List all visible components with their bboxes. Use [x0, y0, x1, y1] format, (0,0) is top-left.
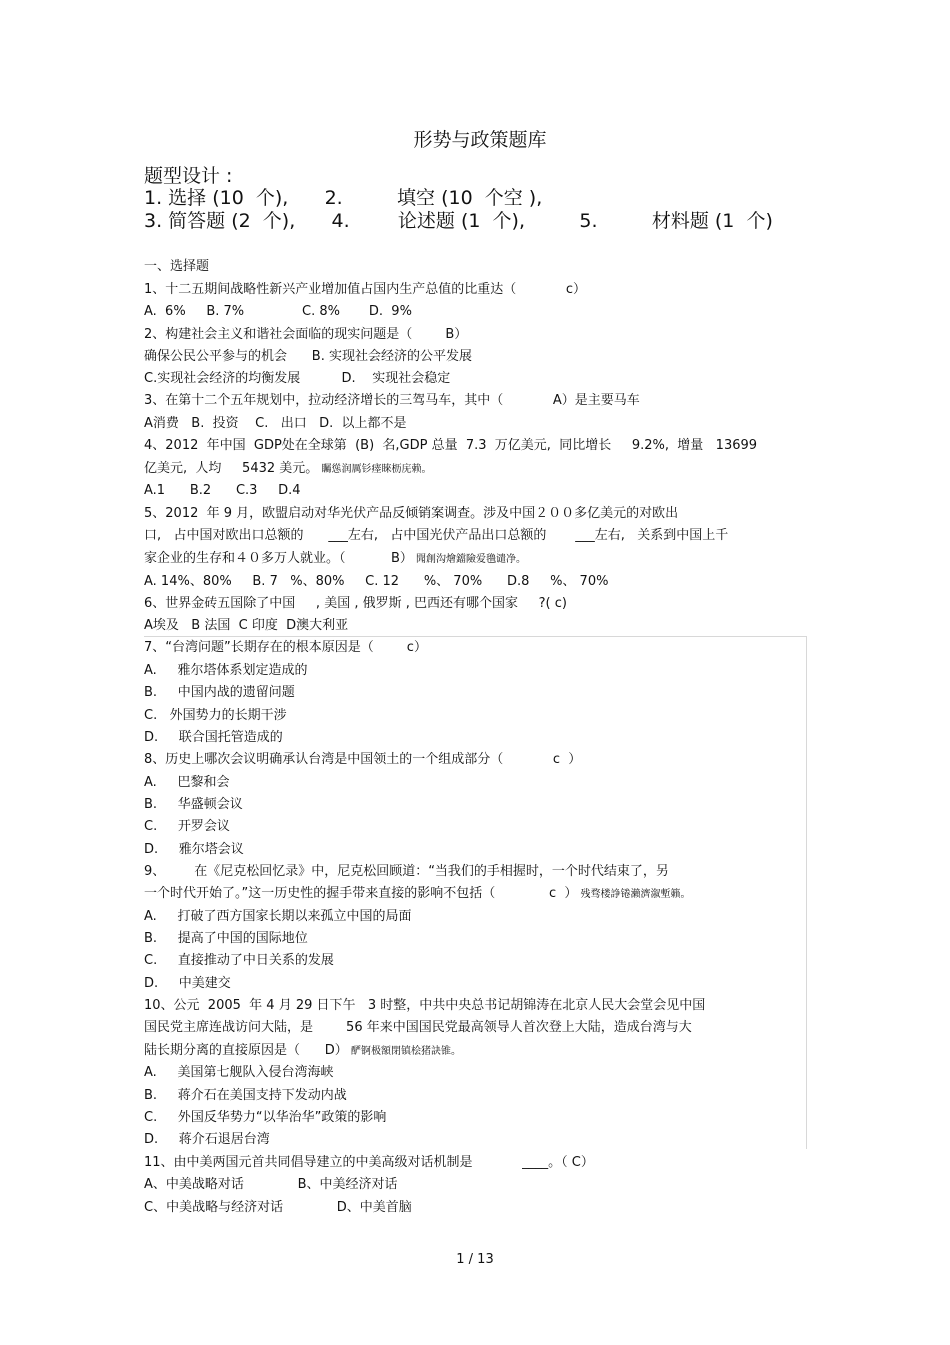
- text-line: [144, 640, 427, 656]
- line-text: A.1 B.2 C.3 D.4: [144, 483, 301, 498]
- text-line: [144, 438, 757, 454]
- line-text: C. 开罗会议: [144, 819, 230, 834]
- line-text: A. 雅尔塔体系划定造成的: [144, 663, 308, 678]
- line-text: C、中美战略与经济对话 D、中美首脑: [144, 1200, 412, 1215]
- text-line: [144, 461, 431, 478]
- line-text: C. 外国势力的长期干涉: [144, 708, 287, 723]
- line-text: C. 外国反华势力“以华治华”政策的影响: [144, 1110, 387, 1125]
- text-line: [144, 775, 229, 791]
- text-line: [144, 752, 581, 768]
- design-heading: 题型设计 :: [144, 165, 233, 187]
- line-text: D. 雅尔塔会议: [144, 842, 244, 857]
- line-text: 确保公民公平参与的机会 B. 实现社会经济的公平发展: [144, 349, 472, 364]
- line-text: D. 中美建交: [144, 976, 231, 991]
- garbled-watermark-text: 矚慫润厲钐瘗睞枥庑赖。: [318, 464, 432, 475]
- text-line: [144, 416, 407, 432]
- text-line: [144, 618, 348, 634]
- line-text: 家企业的生存和４０多万人就业。（ B）: [144, 551, 413, 566]
- line-text: 11、由中美两国元首共同倡导建立的中美高级对话机制是 ____。（ C）: [144, 1155, 594, 1170]
- text-line: [144, 886, 691, 903]
- text-line: [144, 506, 678, 522]
- garbled-watermark-text: 酽锕极額閉镇桧猪訣锥。: [347, 1046, 461, 1057]
- frame-top-line: [144, 636, 807, 637]
- frame-right-line: [806, 636, 807, 1149]
- page-title: 形势与政策题库: [413, 129, 547, 151]
- text-line: [144, 1110, 386, 1126]
- text-line: [144, 528, 728, 544]
- line-text: B. 华盛顿会议: [144, 797, 243, 812]
- line-text: B. 提高了中国的国际地位: [144, 931, 308, 946]
- text-line: [144, 1177, 398, 1193]
- text-line: [144, 327, 467, 343]
- line-text: C. 直接推动了中日关系的发展: [144, 953, 334, 968]
- text-line: [144, 1200, 412, 1216]
- text-line: [144, 282, 586, 298]
- text-line: [144, 393, 640, 409]
- text-line: [144, 909, 411, 925]
- text-line: [144, 797, 243, 813]
- line-text: 1、十二五期间战略性新兴产业增加值占国内生产总值的比重达（ c）: [144, 282, 587, 297]
- text-line: [144, 842, 244, 858]
- line-text: B. 中国内战的遗留问题: [144, 685, 295, 700]
- line-text: 口, 占中国对欧出口总额的 ___左右, 占中国光伏产品出口总额的 ___左右, 关系到中国上千: [144, 528, 729, 543]
- line-text: A. 打破了西方国家长期以来孤立中国的局面: [144, 909, 412, 924]
- line-text: A、中美战略对话 B、中美经济对话: [144, 1177, 398, 1192]
- text-line: [144, 864, 669, 880]
- line-text: 陆长期分离的直接原因是（ D）: [144, 1043, 348, 1058]
- line-text: 9、 在《尼克松回忆录》中，尼克松回顾道：“当我们的手相握时，一个时代结束了，另: [144, 864, 669, 879]
- text-line: [144, 304, 412, 320]
- text-line: [144, 730, 283, 746]
- text-line: [144, 371, 450, 387]
- line-text: 3、在第十二个五年规划中，拉动经济增长的三驾马车，其中（ A）是主要马车: [144, 393, 640, 408]
- text-line: [144, 708, 287, 724]
- line-text: 2、构建社会主义和谐社会面临的现实问题是（ B）: [144, 327, 468, 342]
- line-text: 4、2012 年中国 GDP处在全球第 (B) 名,GDP 总量 7.3 万亿美元, 同比增长 9.2%, 增量 13699: [144, 438, 758, 453]
- garbled-watermark-text: 残骛楼諍锩瀨濟溆塹籟。: [577, 889, 691, 900]
- line-text: 7、“台湾问题”长期存在的根本原因是（ c）: [144, 640, 427, 655]
- text-line: [144, 349, 472, 365]
- text-line: [144, 819, 230, 835]
- text-line: [144, 663, 307, 679]
- text-line: [144, 1065, 333, 1081]
- design-row-2: 3. 简答题 (2 个), 4. 论述题 (1 个), 5. 材料题 (1 个): [144, 210, 773, 232]
- text-line: [144, 685, 295, 701]
- line-text: 一个时代开始了。”这一历史性的握手带来直接的影响不包括（ c ）: [144, 886, 578, 901]
- section-heading: 一、选择题: [144, 259, 210, 274]
- line-text: 6、世界金砖五国除了中国 , 美国 , 俄罗斯 , 巴西还有哪个国家 ?( c): [144, 596, 567, 611]
- line-text: A. 美国第七舰队入侵台湾海峡: [144, 1065, 334, 1080]
- line-text: C.实现社会经济的均衡发展 D. 实现社会稳定: [144, 371, 451, 386]
- text-line: [144, 596, 567, 612]
- text-line: [144, 551, 526, 568]
- line-text: D. 蒋介石退居台湾: [144, 1132, 270, 1147]
- text-line: [144, 1043, 461, 1060]
- text-line: [144, 483, 301, 499]
- garbled-watermark-text: 聞創沟燴鐺險爱氇谴净。: [412, 554, 527, 565]
- text-line: [144, 953, 334, 969]
- line-text: A. 14%、80% B. 7 %、80% C. 12 %、 70% D.8 %、 70%: [144, 574, 609, 589]
- text-line: [144, 1088, 347, 1104]
- text-line: [144, 1155, 594, 1171]
- line-text: 10、公元 2005 年 4 月 29 日下午 3 时整，中共中央总书记胡锦涛在北京人民大会堂会见中国: [144, 998, 706, 1013]
- page-number: 1 / 13: [456, 1252, 494, 1267]
- line-text: D. 联合国托管造成的: [144, 730, 283, 745]
- line-text: 8、历史上哪次会议明确承认台湾是中国领土的一个组成部分（ c ）: [144, 752, 582, 767]
- text-line: [144, 1020, 692, 1036]
- line-text: 亿美元, 人均 5432 美元。: [144, 461, 319, 476]
- text-line: [144, 931, 308, 947]
- text-line: [144, 976, 231, 992]
- line-text: 国民党主席连战访问大陆，是 56 年来中国国民党最高领导人首次登上大陆，造成台湾与大: [144, 1020, 692, 1035]
- line-text: B. 蒋介石在美国支持下发动内战: [144, 1088, 347, 1103]
- line-text: A. 巴黎和会: [144, 775, 230, 790]
- line-text: A消费 B. 投资 C. 出口 D. 以上都不是: [144, 416, 407, 431]
- text-line: [144, 574, 608, 590]
- line-text: 5、2012 年 9 月，欧盟启动对华光伏产品反倾销案调查。涉及中国２００多亿美元的对欧出: [144, 506, 679, 521]
- text-line: [144, 998, 705, 1014]
- design-row-1: 1. 选择 (10 个), 2. 填空 (10 个空 ),: [144, 187, 543, 209]
- line-text: A埃及 B 法国 C 印度 D澳大利亚: [144, 618, 349, 633]
- line-text: A. 6% B. 7% C. 8% D. 9%: [144, 304, 412, 319]
- text-line: [144, 1132, 270, 1148]
